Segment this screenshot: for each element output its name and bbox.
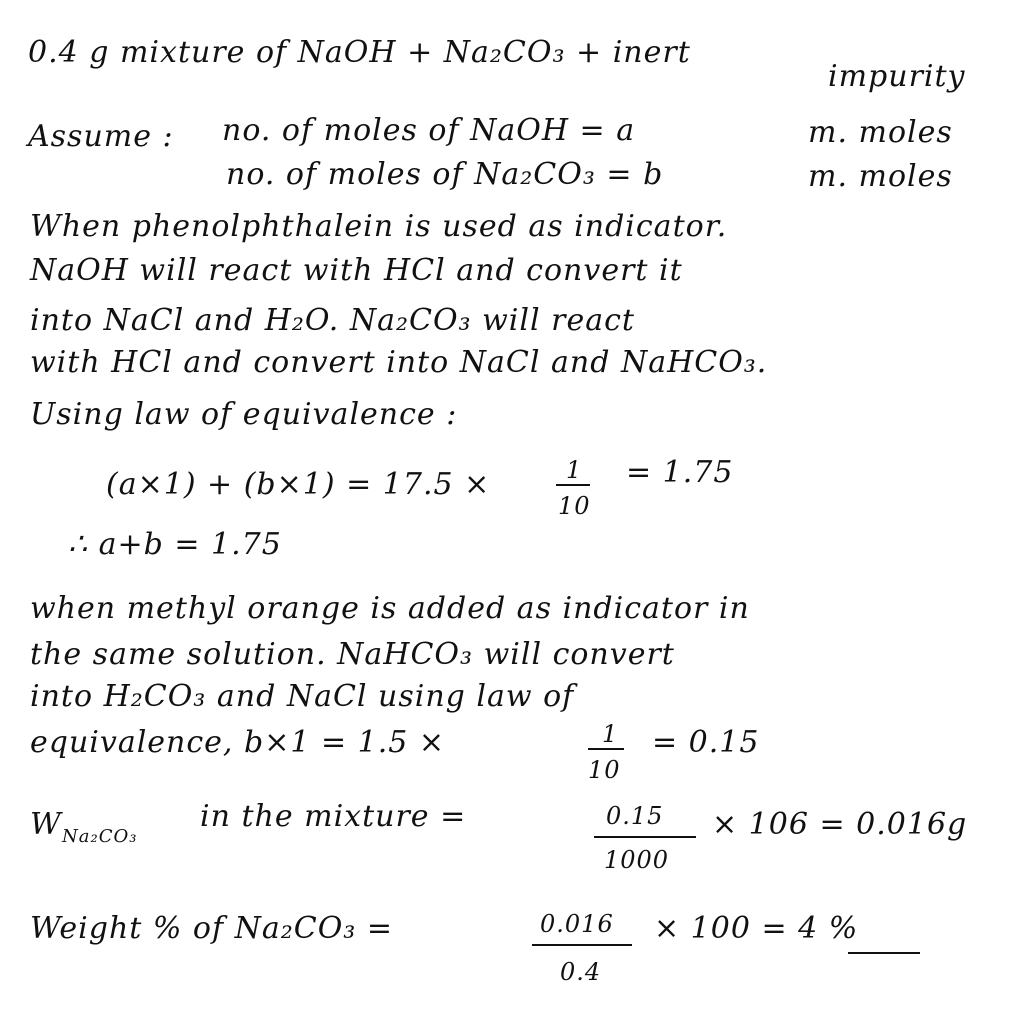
w-subscript: Na₂CO₃ — [62, 826, 138, 847]
mass-in-mixture-label: in the mixture = — [200, 799, 467, 834]
line-with-hcl: with HCl and convert into NaCl and NaHCO₃. — [30, 345, 768, 380]
unit-mmoles-b: m. moles — [808, 159, 953, 194]
frac2-num: 1 — [602, 720, 619, 748]
assume-label: Assume : — [28, 119, 174, 154]
sum-a-b: ∴ a+b = 1.75 — [68, 527, 282, 562]
frac1-line — [556, 484, 590, 486]
frac3-line — [594, 836, 696, 838]
weight-percent-result: × 100 = 4 % — [654, 911, 859, 946]
eq-first-result: = 1.75 — [626, 455, 734, 490]
frac4-line — [532, 944, 632, 946]
frac3-den: 1000 — [604, 846, 670, 874]
w-symbol: W — [30, 807, 62, 842]
mass-result: × 106 = 0.016g — [712, 807, 968, 842]
eq-first: (a×1) + (b×1) = 17.5 × — [106, 467, 491, 502]
line-into-h2co3: into H₂CO₃ and NaCl using law of — [30, 679, 575, 714]
line-same-solution: the same solution. NaHCO₃ will convert — [30, 637, 675, 672]
frac2-line — [588, 748, 624, 750]
frac4-den: 0.4 — [560, 958, 602, 986]
line-law-equivalence: Using law of equivalence : — [30, 397, 458, 432]
frac1-num: 1 — [566, 456, 583, 484]
line-mixture: 0.4 g mixture of NaOH + Na₂CO₃ + inert — [28, 35, 691, 70]
answer-underline — [848, 952, 920, 954]
frac4-num: 0.016 — [540, 910, 614, 938]
weight-percent-label: Weight % of Na₂CO₃ = — [30, 911, 394, 946]
line-moles-naoh: no. of moles of NaOH = a — [222, 113, 636, 148]
frac2-den: 10 — [588, 756, 621, 784]
line-phenolphthalein: When phenolphthalein is used as indicator. — [30, 209, 728, 244]
line-into-nacl: into NaCl and H₂O. Na₂CO₃ will react — [30, 303, 635, 338]
eq-second-result: = 0.15 — [652, 725, 760, 760]
frac3-num: 0.15 — [606, 802, 664, 830]
line-impurity: impurity — [828, 59, 966, 94]
line-moles-na2co3: no. of moles of Na₂CO₃ = b — [226, 157, 664, 192]
line-naoh-react: NaOH will react with HCl and convert it — [30, 253, 683, 288]
line-methyl-orange: when methyl orange is added as indicator in — [30, 591, 750, 626]
unit-mmoles-a: m. moles — [808, 115, 953, 150]
frac1-den: 10 — [558, 492, 591, 520]
eq-second: equivalence, b×1 = 1.5 × — [30, 725, 446, 760]
